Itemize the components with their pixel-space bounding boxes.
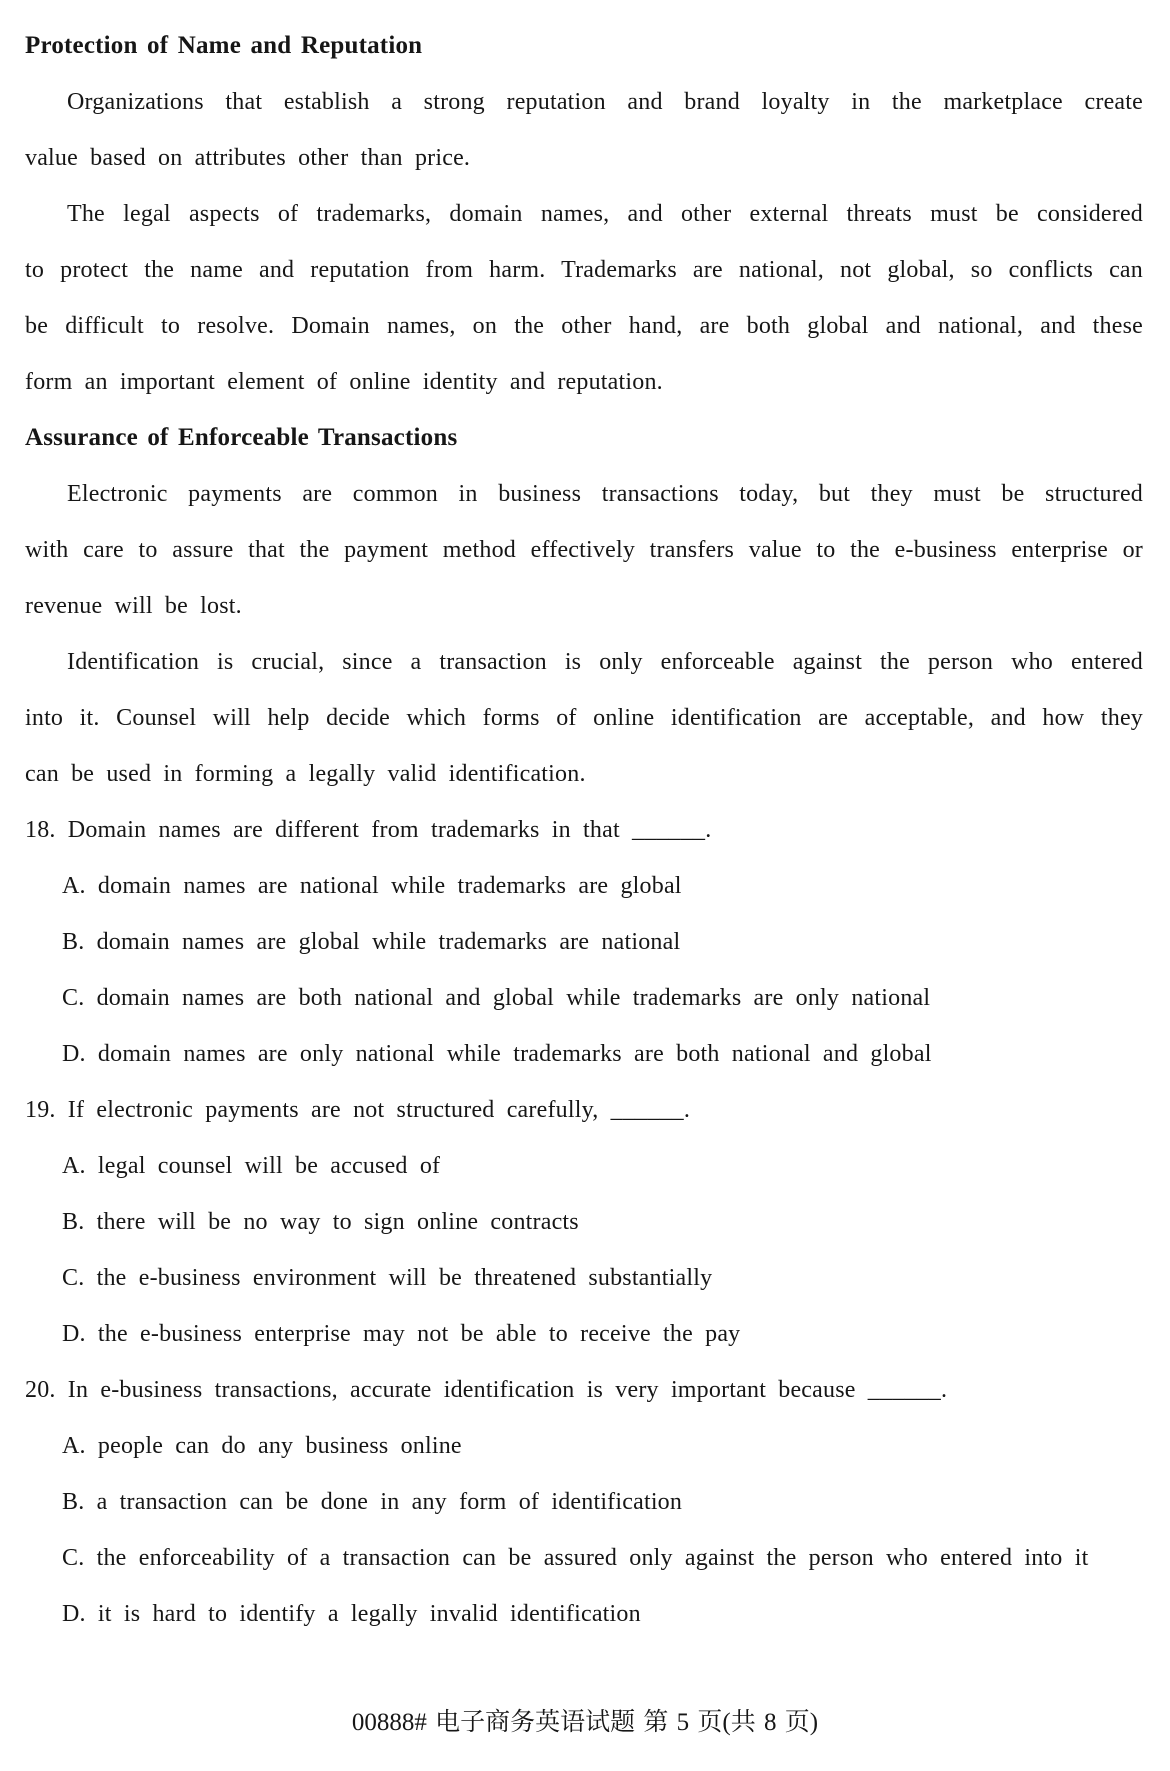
section-heading: Assurance of Enforceable Transactions (25, 424, 458, 451)
question-option: D. it is hard to identify a legally invalid identification (62, 1601, 641, 1627)
question-option: D. the e-business enterprise may not be able to receive the pay (62, 1321, 741, 1347)
question-option: C. the enforceability of a transaction can be assured only against the person who entered into it (62, 1545, 1089, 1571)
question-option: B. domain names are global while trademarks are national (62, 929, 681, 955)
question-option: B. a transaction can be done in any form of identification (62, 1489, 683, 1515)
paragraph-line: Electronic payments are common in business transactions today, but they must be structured (67, 481, 1143, 507)
question-option: C. domain names are both national and global while trademarks are only national (62, 985, 931, 1011)
paragraph-line: value based on attributes other than price. (25, 145, 471, 171)
question-option: A. people can do any business online (62, 1433, 462, 1459)
question-option: C. the e-business environment will be threatened substantially (62, 1265, 713, 1291)
page-footer: 00888# 电子商务英语试题 第 5 页(共 8 页) (351, 1709, 819, 1736)
paragraph-line: can be used in forming a legally valid identification. (25, 761, 586, 787)
section-heading: Protection of Name and Reputation (25, 32, 423, 59)
question-option: A. legal counsel will be accused of (62, 1153, 441, 1179)
paragraph-line: with care to assure that the payment method effectively transfers value to the e-business enterprise or (25, 537, 1143, 563)
paragraph-line: The legal aspects of trademarks, domain names, and other external threats must be considered (67, 201, 1143, 227)
paragraph-line: to protect the name and reputation from harm. Trademarks are national, not global, so conflicts can (25, 257, 1143, 283)
paragraph-line: revenue will be lost. (25, 593, 242, 619)
paragraph-line: be difficult to resolve. Domain names, on the other hand, are both global and national, and these (25, 313, 1143, 339)
paragraph-line: Organizations that establish a strong reputation and brand loyalty in the marketplace create (67, 89, 1143, 115)
question-stem: 20. In e-business transactions, accurate identification is very important because ______. (25, 1377, 948, 1403)
paragraph-line: form an important element of online identity and reputation. (25, 369, 663, 395)
question-stem: 19. If electronic payments are not structured carefully, ______. (25, 1097, 691, 1123)
paragraph-line: Identification is crucial, since a transaction is only enforceable against the person who entered (67, 649, 1143, 675)
question-option: D. domain names are only national while trademarks are both national and global (62, 1041, 932, 1067)
question-option: A. domain names are national while trademarks are global (62, 873, 682, 899)
question-option: B. there will be no way to sign online contracts (62, 1209, 579, 1235)
paragraph-line: into it. Counsel will help decide which forms of online identification are acceptable, and how they (25, 705, 1143, 731)
question-stem: 18. Domain names are different from trademarks in that ______. (25, 817, 712, 843)
